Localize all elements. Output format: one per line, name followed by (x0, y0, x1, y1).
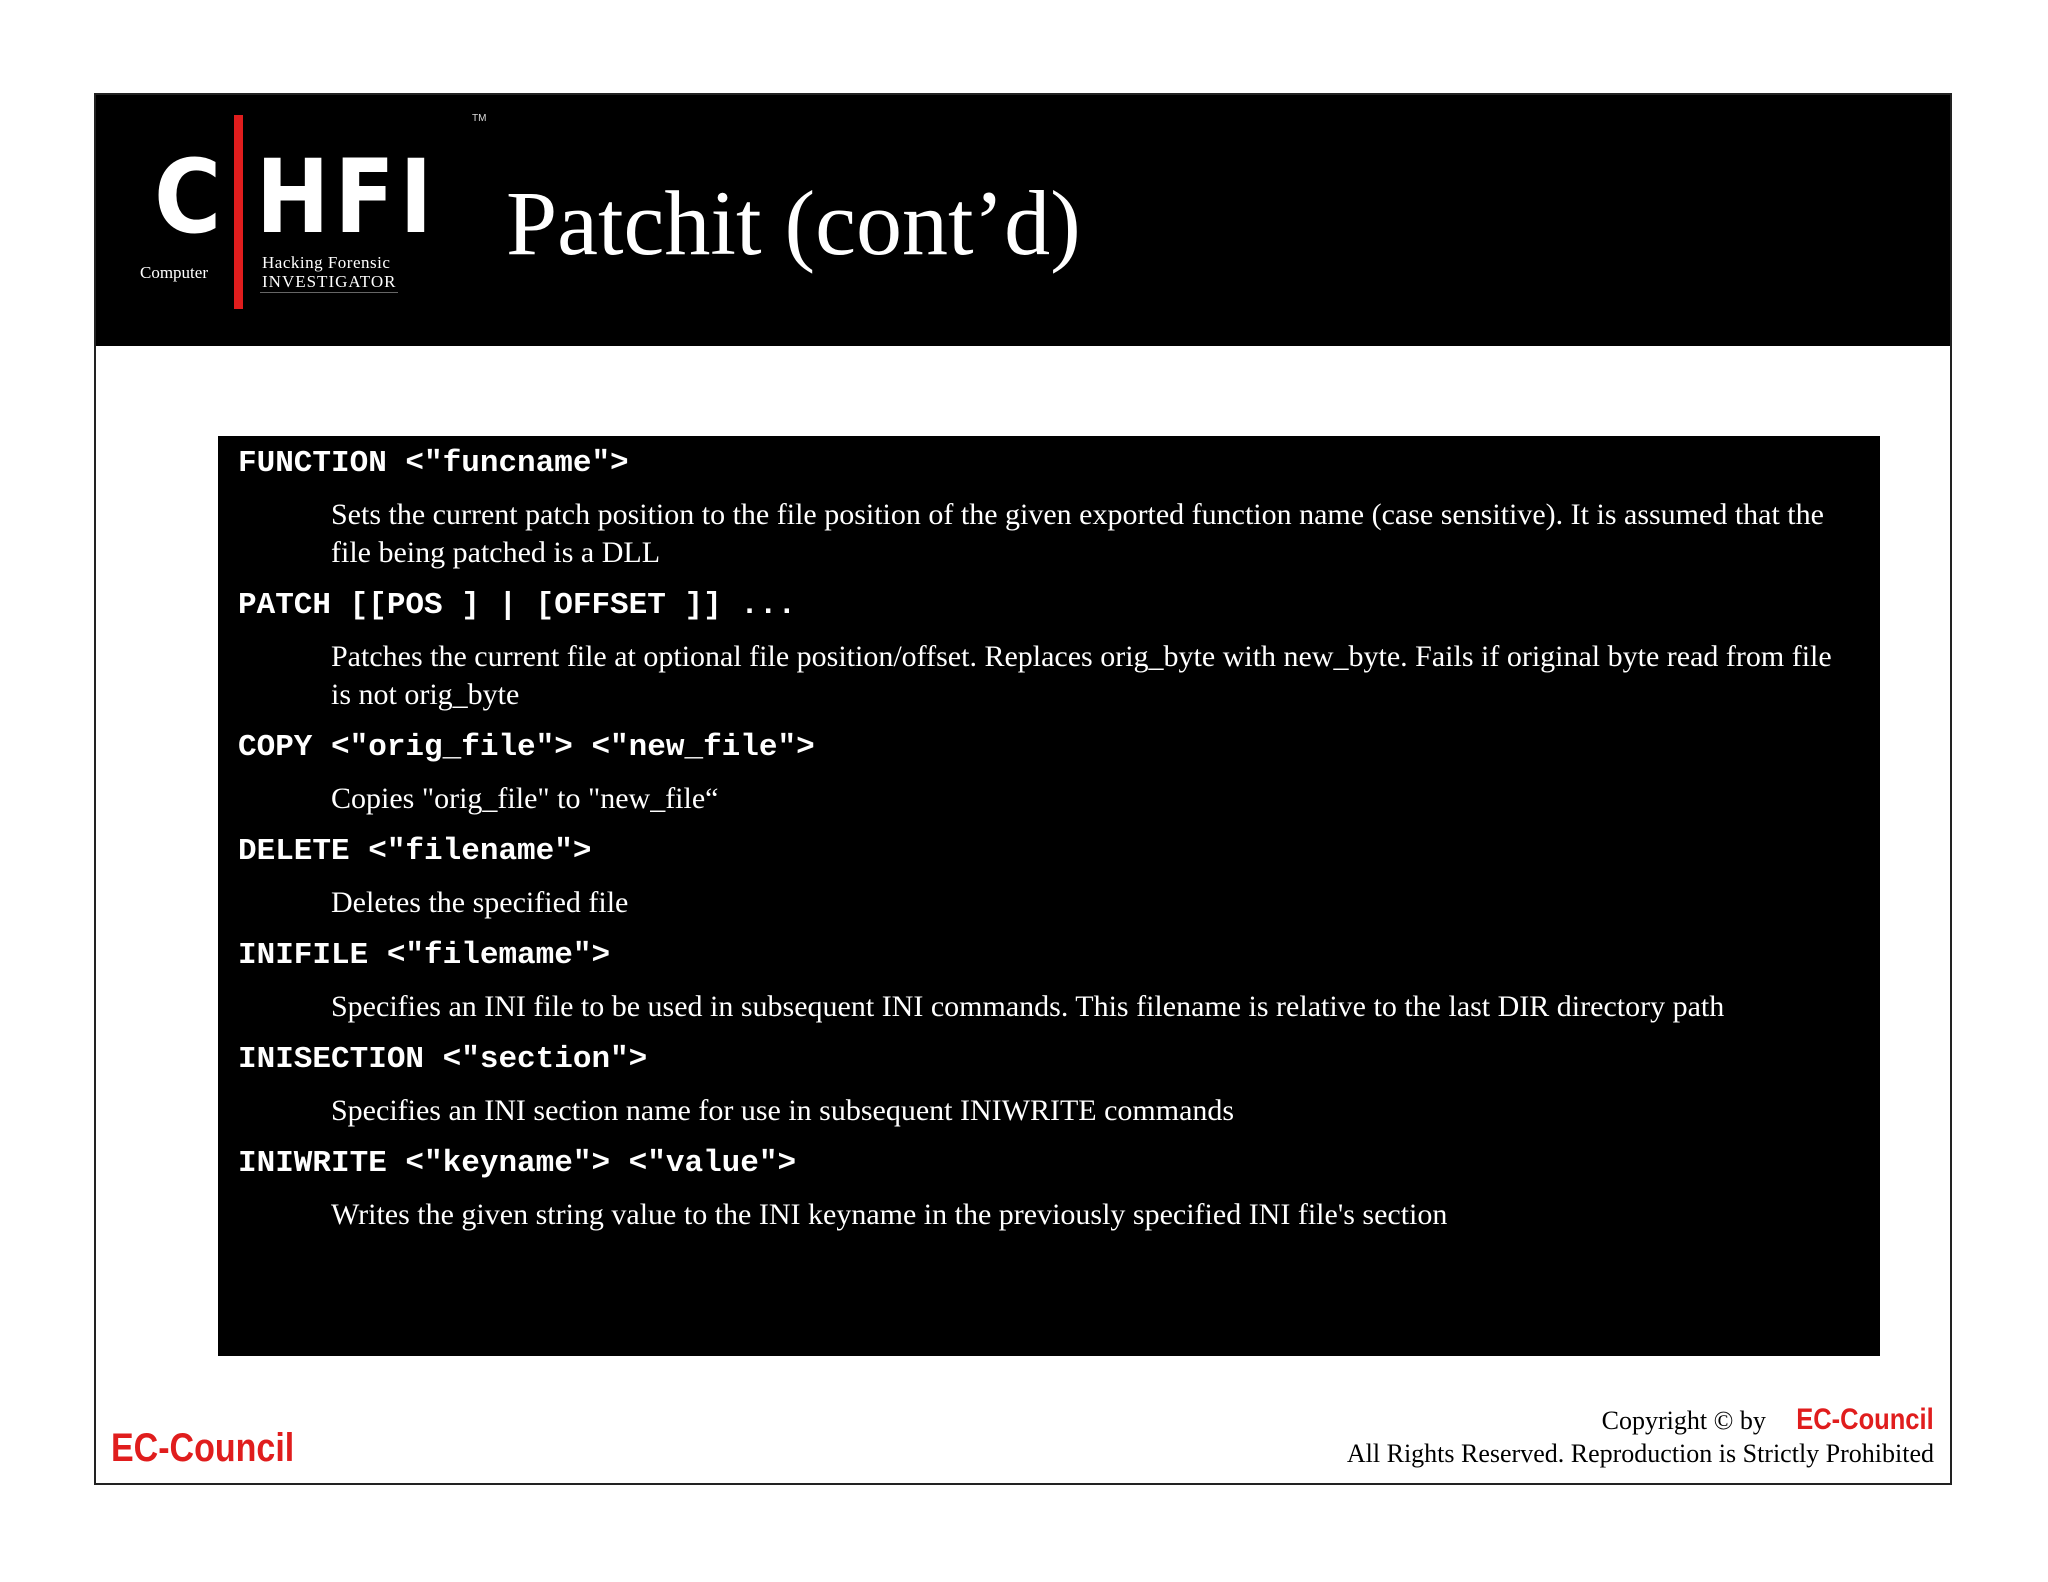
command-syntax: INIFILE <"filemame"> (238, 938, 611, 973)
command-syntax: INISECTION <"section"> (238, 1042, 648, 1077)
command-entry (238, 832, 1860, 922)
command-syntax: DELETE <"filename"> (238, 834, 592, 869)
logo-letters-hfi: HFI (256, 138, 438, 257)
command-entry (238, 728, 1860, 818)
command-entry (238, 444, 1860, 572)
command-syntax: FUNCTION <"funcname"> (238, 446, 629, 481)
command-entry (238, 1040, 1860, 1130)
command-description: Specifies an INI section name for use in subsequent INIWRITE commands (331, 1094, 1235, 1127)
command-description: Deletes the specified file (331, 886, 629, 919)
command-entry (238, 1144, 1860, 1234)
logo-hacking-forensic-text: Hacking Forensic (262, 253, 391, 272)
command-description: Sets the current patch position to the file position of the given exported function name (case sensitive). It is assumed that the file being patched is a DLL (331, 498, 1824, 569)
copyright-brand: EC-Council (1796, 1403, 1934, 1436)
command-entry (238, 586, 1860, 714)
copyright-notice (1347, 1403, 1934, 1470)
command-description: Copies "orig_file" to "new_file“ (331, 782, 719, 815)
rights-reserved: All Rights Reserved. Reproduction is Strictly Prohibited (1346, 1439, 1934, 1468)
command-reference-panel (218, 436, 1880, 1356)
slide-title: Patchit (cont’d) (506, 172, 1081, 274)
trademark-mark: TM (472, 113, 487, 124)
logo-letter-c: C (154, 138, 222, 257)
chfi-logo (140, 113, 487, 323)
command-description: Writes the given string value to the INI keyname in the previously specified INI file's section (331, 1198, 1448, 1231)
command-description: Specifies an INI file to be used in subsequent INI commands. This filename is relative to the last DIR directory path (331, 990, 1725, 1023)
logo-investigator-text: INVESTIGATOR (262, 272, 397, 291)
command-description: Patches the current file at optional file position/offset. Replaces orig_byte with new_byte. Fails if original byte read from file is not orig_byte (331, 640, 1832, 711)
copyright-line (1347, 1403, 1934, 1437)
copyright-prefix: Copyright © by (1601, 1406, 1766, 1435)
command-syntax: COPY <"orig_file"> <"new_file"> (238, 730, 815, 765)
header-bar (96, 95, 1950, 346)
command-syntax: INIWRITE <"keyname"> <"value"> (238, 1146, 797, 1181)
logo-computer-text: Computer (140, 263, 208, 282)
ec-council-logo: EC-Council (111, 1426, 295, 1470)
command-syntax: PATCH [[POS ] | [OFFSET ]] ... (238, 588, 797, 623)
command-entry (238, 936, 1860, 1026)
logo-red-bar (234, 115, 243, 309)
slide (94, 93, 1952, 1485)
